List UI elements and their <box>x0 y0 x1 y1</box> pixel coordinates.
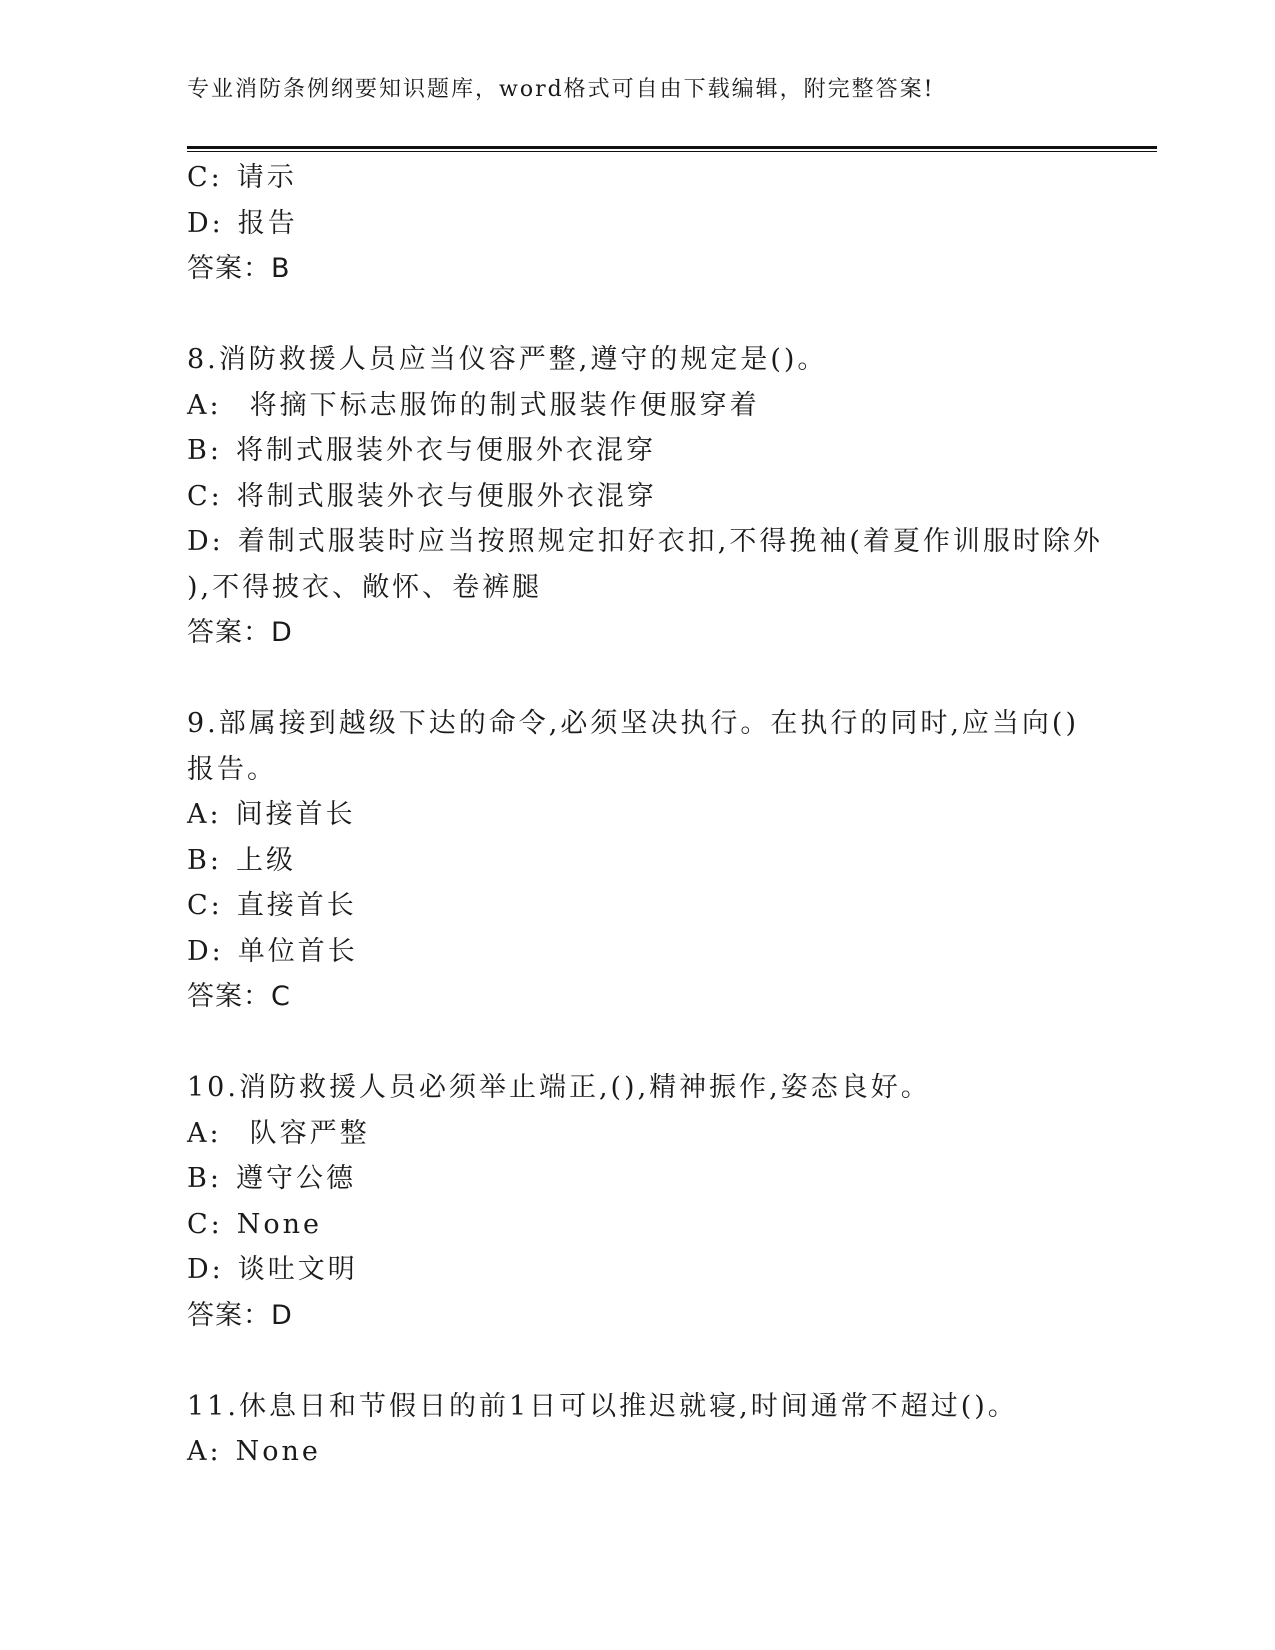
option-text: 报告 <box>237 207 298 239</box>
question-stem: 11.休息日和节假日的前1日可以推迟就寝,时间通常不超过()。 <box>187 1390 1018 1422</box>
question-stem: 10.消防救援人员必须举止端正,(),精神振作,姿态良好。 <box>187 1072 931 1103</box>
answer-line: 答案：B <box>187 253 291 284</box>
answer-line: 答案：C <box>187 981 291 1012</box>
question-stem: 9.部属接到越级下达的命令,必须坚决执行。在执行的同时,应当向() <box>187 708 1079 739</box>
option-b <box>187 428 1087 474</box>
option-a <box>187 383 1087 429</box>
option-a <box>187 792 1087 838</box>
answer-line: 答案：D <box>187 1299 293 1331</box>
option-label: D: <box>187 207 224 239</box>
option-a <box>187 1111 1087 1157</box>
option-label: C: <box>187 162 223 193</box>
option-label: D: <box>187 935 224 967</box>
question-content <box>187 155 1103 1475</box>
question-stem: 8.消防救援人员应当仪容严整,遵守的规定是()。 <box>187 344 828 375</box>
option-text: 直接首长 <box>236 890 357 921</box>
spacer <box>187 1338 1087 1384</box>
option-label: B: <box>187 435 222 466</box>
option-text: 队容严整 <box>249 1117 370 1149</box>
spacer <box>187 1020 1087 1066</box>
option-d <box>187 929 1087 975</box>
answer-line: 答案：D <box>187 617 293 648</box>
option-label: B: <box>187 1163 222 1194</box>
option-d <box>187 1247 1087 1293</box>
option-d <box>187 519 1103 565</box>
option-text: 请示 <box>236 162 297 193</box>
option-label: C: <box>187 890 223 921</box>
option-label: A: <box>187 1436 222 1467</box>
option-text: 单位首长 <box>237 935 358 967</box>
option-c <box>187 1202 1087 1248</box>
option-label: D: <box>187 526 224 557</box>
option-label: A: <box>187 1117 222 1149</box>
option-text: None <box>235 1436 321 1467</box>
option-text: 将制式服装外衣与便服外衣混穿 <box>235 435 656 466</box>
option-label: D: <box>187 1254 224 1285</box>
option-c <box>187 883 1087 929</box>
header-rule-thin <box>187 151 1157 152</box>
option-text: 着制式服装时应当按照规定扣好衣扣,不得挽袖(着夏作训服时除外 <box>237 526 1103 557</box>
page-header: 专业消防条例纲要知识题库，word格式可自由下载编辑，附完整答案! <box>187 77 935 102</box>
option-label: A: <box>187 799 222 830</box>
option-b <box>187 838 1087 884</box>
option-d <box>187 201 1087 247</box>
option-text: 上级 <box>235 844 296 876</box>
option-b <box>187 1156 1087 1202</box>
option-text: 将制式服装外衣与便服外衣混穿 <box>236 480 657 512</box>
option-text: 间接首长 <box>235 799 356 830</box>
option-label: B: <box>187 844 222 876</box>
option-c <box>187 155 1087 201</box>
option-label: C: <box>187 480 223 512</box>
option-continuation: ),不得披衣、敞怀、卷裤腿 <box>187 571 543 603</box>
option-a <box>187 1429 1087 1475</box>
option-label: C: <box>187 1208 223 1240</box>
option-text: None <box>236 1208 323 1240</box>
question-stem-continuation: 报告。 <box>187 753 277 785</box>
option-text: 将摘下标志服饰的制式服装作便服穿着 <box>249 389 760 421</box>
spacer <box>187 292 1087 338</box>
header-rule-thick <box>187 146 1157 149</box>
option-label: A: <box>187 389 222 421</box>
option-text: 遵守公德 <box>235 1163 356 1194</box>
spacer <box>187 656 1087 702</box>
option-text: 谈吐文明 <box>237 1254 358 1285</box>
option-c <box>187 474 1087 520</box>
